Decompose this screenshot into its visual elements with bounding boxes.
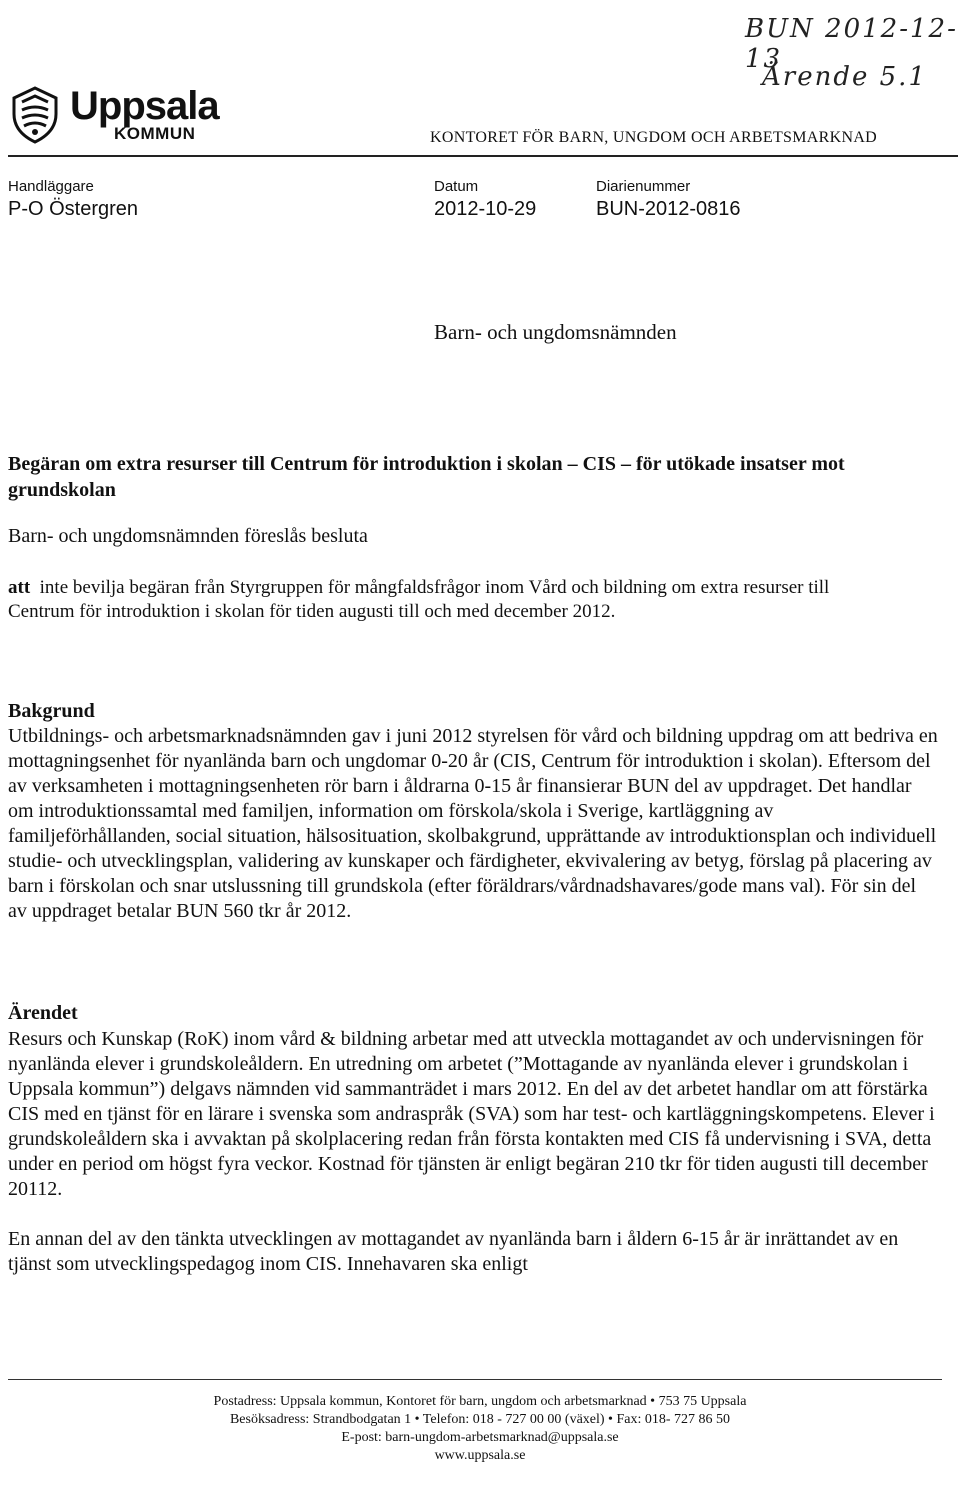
background-text (8, 724, 938, 924)
handler-value: P-O Östergren (8, 198, 139, 220)
decision-att: att (8, 577, 31, 598)
logo-subtitle: KOMMUN (114, 124, 196, 143)
header-divider (8, 155, 958, 157)
reg-number-label: Diarienummer (596, 178, 691, 195)
background-heading: Bakgrund (8, 700, 95, 722)
logo-wordmark: Uppsala (70, 84, 219, 128)
coat-of-arms-icon (4, 84, 66, 146)
handler-label: Handläggare (8, 178, 94, 195)
matter-text (8, 1027, 938, 1277)
office-name: KONTORET FÖR BARN, UNGDOM OCH ARBETSMARKNAD (430, 129, 878, 146)
handwritten-date-stamp: BUN 2012-12-13 (745, 14, 958, 74)
uppsala-logo (4, 84, 304, 148)
footer-email: E-post: barn-ungdom-arbetsmarknad@uppsala.se (341, 1430, 619, 1445)
footer-divider (8, 1379, 942, 1380)
footer-postal-address: Postadress: Uppsala kommun, Kontoret för barn, ungdom och arbetsmarknad • 753 75 Uppsala (213, 1394, 747, 1409)
footer-website: www.uppsala.se (434, 1448, 526, 1463)
matter-paragraph-1: Resurs och Kunskap (RoK) inom vård & bildning arbetar med att utveckla mottagandet av och undervisningen för nyanlända elever i grundskoleåldern. En utredning om arbetet (”Mottagande av nyanlända elever i grundskolan i Uppsala kommun”) delgavs nämnden vid sammanträdet i mars 2012. En del av det arbetet handlar om att förstärka CIS med en tjänst för en lärare i svenska som andraspråk (SVA) som har test- och kartläggningskompetens. Elever i grundskoleåldern ska i avvaktan på skolplacering redan från första kontakten med CIS få undervisning i SVA, detta under en period om högst fyra veckor. Kostnad för tjänsten är enligt begäran 210 tkr för tiden augusti till december 20112. (8, 1028, 935, 1200)
proposal-lead: Barn- och ungdomsnämnden föreslås besluta (8, 525, 368, 547)
decision-text: inte bevilja begäran från Styrgruppen för mångfaldsfrågor inom Vård och bildning om extra resurser till Centrum för introduktion i skolan för tiden augusti till och med december 2012. (8, 577, 830, 622)
recipient: Barn- och ungdomsnämnden (434, 320, 677, 344)
background-paragraph: Utbildnings- och arbetsmarknadsnämnden gav i juni 2012 styrelsen för vård och bildning uppdrag om att bedriva en mottagningsenhet för nyanlända barn och ungdomar 0-20 år (CIS, Centrum för introduktion i skolan). Eftersom del av verksamheten i mottagningsenheten rör barn i åldrarna 0-15 år finansierar BUN del av uppdraget. Det handlar om introduktionssamtal med familjen, information om förskola/skola i Sverige, kartläggning av familjeförhållanden, social situation, hälsosituation, skolbakgrund, upprättande av introduktionsplan och individuell studie- och utvecklingsplan, validering av kunskaper och färdigheter, ekvivalering av betyg, förslag på placering av barn i förskolan och snar utslussning till grundskola (efter föräldrars/vårdnadshavares/gode mans val). För sin del av uppdraget betalar BUN 560 tkr år 2012. (8, 725, 938, 922)
reg-number-value: BUN-2012-0816 (596, 198, 741, 220)
decision-paragraph (8, 576, 848, 624)
matter-paragraph-2: En annan del av den tänkta utvecklingen av mottagandet av nyanlända barn i åldern 6-15 år är inrättandet av en tjänst som utvecklingspedagog inom CIS. Innehavaren ska enligt (8, 1228, 899, 1275)
date-label: Datum (434, 178, 479, 195)
handwritten-case-stamp: Ärende 5.1 (762, 62, 927, 92)
document-title: Begäran om extra resurser till Centrum för introduktion i skolan – CIS – för utökade insatser mot grundskolan (8, 453, 845, 501)
date-value: 2012-10-29 (434, 198, 537, 220)
matter-heading: Ärendet (8, 1002, 78, 1024)
footer (0, 1393, 960, 1465)
footer-visiting-address: Besöksadress: Strandbodgatan 1 • Telefon: 018 - 727 00 00 (växel) • Fax: 018- 727 86 50 (229, 1412, 731, 1427)
